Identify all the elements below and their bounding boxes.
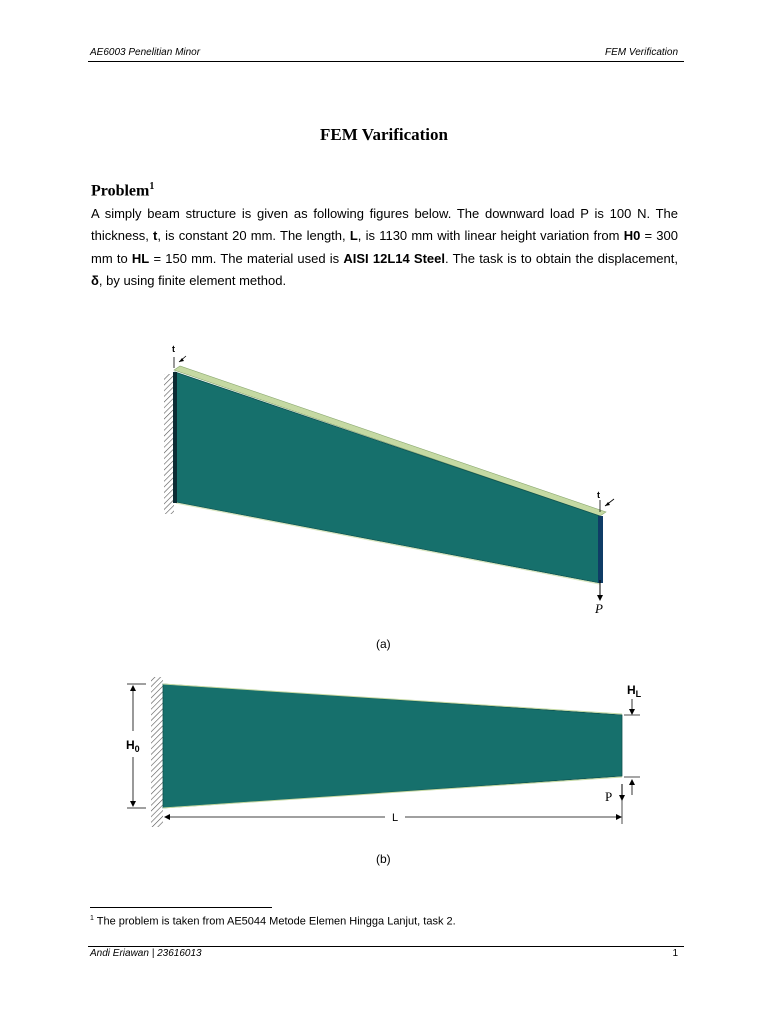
label-L-b: L <box>392 812 399 824</box>
problem-heading-text: Problem <box>91 182 150 200</box>
para-var-H0: H0 <box>623 228 641 244</box>
beam-side-b <box>163 684 622 808</box>
label-HL-main: H <box>627 683 636 697</box>
para-text-1: A simply beam structure is given as following figures below. The downward load P is 100 N. The thickness, <box>91 206 678 244</box>
footer-rule <box>88 946 684 947</box>
footnote-ref: 1 <box>149 181 155 192</box>
footnote-mark: 1 <box>90 915 94 922</box>
label-HL-sub: L <box>635 689 642 699</box>
fixed-support-b <box>151 677 163 827</box>
para-text-4: = 300 mm to <box>91 228 678 266</box>
footer-left: Andi Eriawan | 23616013 <box>90 948 202 959</box>
dim-L-arrow-left <box>164 814 170 820</box>
para-text-5: = 150 mm. The material used is <box>149 250 344 266</box>
dim-HL-bot-arrowhead <box>629 779 635 785</box>
header-left: AE6003 Penelitian Minor <box>90 47 201 58</box>
page-number: 1 <box>672 948 678 959</box>
caption-b: (b) <box>376 852 391 866</box>
footnote-rule <box>90 907 272 908</box>
header-right: FEM Verification <box>605 47 678 58</box>
page-title: FEM Varification <box>320 125 448 144</box>
label-H0-main: H <box>126 738 135 752</box>
dim-L-arrow-right <box>616 814 622 820</box>
label-P-b: P <box>605 789 613 804</box>
dim-HL-arrowhead <box>629 709 635 715</box>
para-var-delta: δ <box>91 272 99 288</box>
para-material: AISI 12L14 Steel <box>343 250 446 266</box>
label-H0-sub: 0 <box>134 744 140 754</box>
para-text-3: , is 1130 mm with linear height variation from <box>357 228 624 244</box>
para-var-L: L <box>349 228 358 244</box>
caption-a: (a) <box>376 637 391 651</box>
footnote <box>90 915 456 928</box>
label-P-a: P <box>595 601 603 616</box>
label-t-right-a: t <box>597 490 600 500</box>
dim-H0-arrow-bot <box>130 801 136 807</box>
para-var-HL: HL <box>131 250 150 266</box>
label-HL-b <box>627 683 642 699</box>
para-text-7: , by using finite element method. <box>98 272 287 288</box>
para-text-6: . The task is to obtain the displacement, <box>445 250 678 266</box>
para-var-t: t <box>153 228 158 244</box>
footnote-text: The problem is taken from AE5044 Metode Elemen Hingga Lanjut, task 2. <box>93 915 456 928</box>
dim-H0-arrow-top <box>130 685 136 691</box>
label-t-left-a: t <box>172 344 175 354</box>
para-text-2: , is constant 20 mm. The length, <box>157 228 350 244</box>
label-H0-b <box>126 738 140 754</box>
